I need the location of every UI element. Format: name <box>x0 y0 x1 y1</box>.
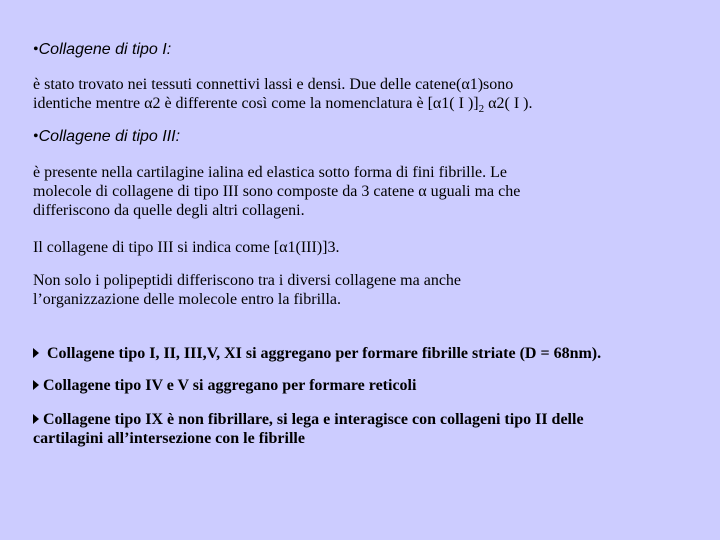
heading-text: Collagene di tipo I: <box>38 41 172 58</box>
paragraph-line <box>33 94 532 119</box>
bullet-text: Collagene tipo I, II, III,V, XI si aggregano per formare fibrille striate (D = 68nm). <box>43 345 602 362</box>
bullet-dot-icon: • <box>33 41 39 58</box>
bullet-line <box>33 410 584 429</box>
paragraph-line: è presente nella cartilagine ialina ed elastica sotto forma di fini fibrille. Le <box>33 164 508 181</box>
bullet-dot-icon: • <box>33 128 39 145</box>
triangle-bullet-icon <box>33 414 39 424</box>
paragraph-type-3-notation: Il collagene di tipo III si indica come [α1(III)]3. <box>33 239 340 256</box>
paragraph-line: Non solo i polipeptidi differiscono tra i diversi collagene ma anche <box>33 272 462 289</box>
paragraph-line: molecole di collagene di tipo III sono composte da 3 catene α uguali ma che <box>33 183 521 200</box>
text-span: α2( I ). <box>484 95 533 112</box>
bullet-line: cartilagini all’intersezione con le fibrille <box>33 430 305 447</box>
bullet-text: Collagene tipo IV e V si aggregano per formare reticoli <box>43 377 417 394</box>
text-span: identiche mentre α2 è differente così come la nomenclatura è [α1( I )] <box>33 95 479 112</box>
paragraph-polypeptides <box>33 271 461 309</box>
paragraph-line: l’organizzazione delle molecole entro la fibrilla. <box>33 291 342 308</box>
paragraph-line: differiscono da quelle degli altri collageni. <box>33 202 305 219</box>
paragraph-line: è stato trovato nei tessuti connettivi lassi e densi. Due delle catene(α1)sono <box>33 76 514 93</box>
triangle-bullet-icon <box>33 348 39 358</box>
bullet-fibril-forming <box>33 344 601 363</box>
paragraph-type-3 <box>33 163 520 220</box>
triangle-bullet-icon <box>33 380 39 390</box>
bullet-network-forming <box>33 376 416 395</box>
heading-collagen-type-1 <box>33 40 171 59</box>
subscript: 2 <box>478 103 485 115</box>
paragraph-type-1 <box>33 75 532 119</box>
bullet-text: Collagene tipo IX è non fibrillare, si lega e interagisce con collageni tipo II delle <box>43 411 584 428</box>
heading-text: Collagene di tipo III: <box>38 128 181 145</box>
bullet-fibril-associated <box>33 410 584 448</box>
heading-collagen-type-3 <box>33 127 180 146</box>
